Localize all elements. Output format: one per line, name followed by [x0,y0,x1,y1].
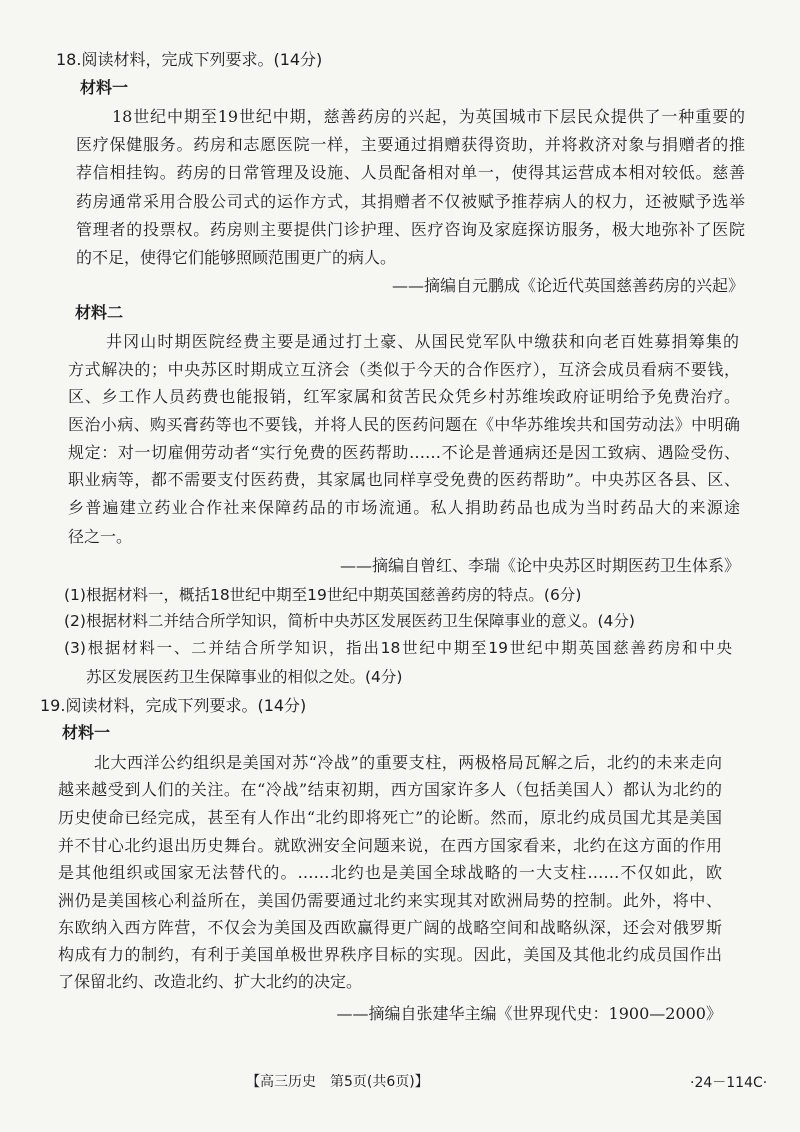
material-label: 材料一 [62,723,111,742]
paragraph-line: 并不甘心北约退出历史舞台。就欧洲安全问题来说，在西方国家看来，北约在这方面的作用 [58,836,722,855]
paragraph-line: 方式解决的；中央苏区时期成立互济会（类似于今天的合作医疗），互济会成员看病不要钱， [68,360,740,379]
paragraph-line: 历史使命已经完成，甚至有人作出“北约即将死亡”的论断。然而，原北约成员国尤其是美国 [58,808,722,827]
source-citation: ——摘编自张建华主编《世界现代史：1900—2000》 [336,1004,722,1023]
paragraph-line: 医疗保健服务。药房和志愿医院一样，主要通过捐赠获得资助，并将救济对象与捐赠者的推 [76,135,745,154]
paragraph-line: 构成有力的制约，有利于美国单极世界秩序目标的实现。因此，美国及其他北约成员国作出 [58,945,722,964]
paragraph-line: 区、乡工作人员药费也能报销，红军家属和贫苦民众凭乡村苏维埃政府证明给予免费治疗。 [68,387,740,406]
footer-page-label: 【高三历史 第5页(共6页)】 [246,1074,429,1090]
sub-question: (3)根据材料一、二并结合所学知识，指出18世纪中期至19世纪中期英国慈善药房和中央 [64,639,732,657]
paragraph-line: 北大西洋公约组织是美国对苏“冷战”的重要支柱，两极格局瓦解之后，北约的未来走向 [94,753,722,772]
paragraph-line: 管理者的投票权。药房则主要提供门诊护理、医疗咨询及家庭探访服务，极大地弥补了医院 [76,220,745,239]
paragraph-line: 医治小病、购买膏药等也不要钱，并将人民的医药问题在《中华苏维埃共和国劳动法》中明确 [68,415,740,434]
source-citation: ——摘编自曾红、李瑞《论中央苏区时期医药卫生体系》 [340,556,741,575]
paragraph-line: 径之一。 [68,527,133,546]
paragraph-line: 的不足，使得它们能够照顾范围更广的病人。 [76,248,397,267]
source-citation: ——摘编自元鹏成《论近代英国慈善药房的兴起》 [391,276,744,295]
paragraph-line: 职业病等，都不需要支付医药费，其家属也同样享受免费的医药帮助”。中央苏区各县、区、 [68,470,740,489]
paragraph-line: 了保留北约、改造北约、扩大北约的决定。 [58,972,363,991]
sub-question: 苏区发展医药卫生保障事业的相似之处。(4分) [86,668,403,686]
question-18-header: 18.阅读材料，完成下列要求。(14分) [56,50,323,69]
paragraph-line: 规定：对一切雇佣劳动者“实行免费的医药帮助……不论是普通病还是因工致病、遇险受伤、 [68,443,740,462]
paragraph-line: 是其他组织或国家无法替代的。……北约也是美国全球战略的一大支柱……不仅如此，欧 [58,863,722,882]
paragraph-line: 越来越受到人们的关注。在“冷战”结束初期，西方国家许多人（包括美国人）都认为北约的 [58,780,722,799]
material-label: 材料一 [80,78,129,97]
paragraph-line: 井冈山时期医院经费主要是通过打土豪、从国民党军队中缴获和向老百姓募捐筹集的 [106,332,739,351]
paragraph-line: 乡普遍建立药业合作社来保障药品的市场流通。私人捐助药品也成为当时药品大的来源途 [68,498,740,517]
paragraph-line: 18世纪中期至19世纪中期，慈善药房的兴起，为英国城市下层民众提供了一种重要的 [112,107,745,126]
material-label: 材料二 [75,303,124,322]
sub-question: (1)根据材料一，概括18世纪中期至19世纪中期英国慈善药房的特点。(6分) [64,586,582,604]
question-19-header: 19.阅读材料，完成下列要求。(14分) [40,696,307,715]
paragraph-line: 东欧纳入西方阵营，不仅会为美国及西欧赢得更广阔的战略空间和战略纵深，还会对俄罗斯 [58,918,722,937]
paragraph-line: 荐信相挂钩。药房的日常管理及设施、人员配备相对单一，使得其运营成本相对较低。慈善 [76,163,745,182]
paragraph-line: 洲仍是美国核心利益所在，美国仍需要通过北约来实现其对欧洲局势的控制。此外，将中、 [58,891,722,910]
sub-question: (2)根据材料二并结合所学知识，简析中央苏区发展医药卫生保障事业的意义。(4分) [64,612,635,630]
paragraph-line: 药房通常采用合股公司式的运作方式，其捐赠者不仅被赋予推荐病人的权力，还被赋予选举 [76,192,745,211]
footer-code: ·24－114C· [690,1075,768,1091]
